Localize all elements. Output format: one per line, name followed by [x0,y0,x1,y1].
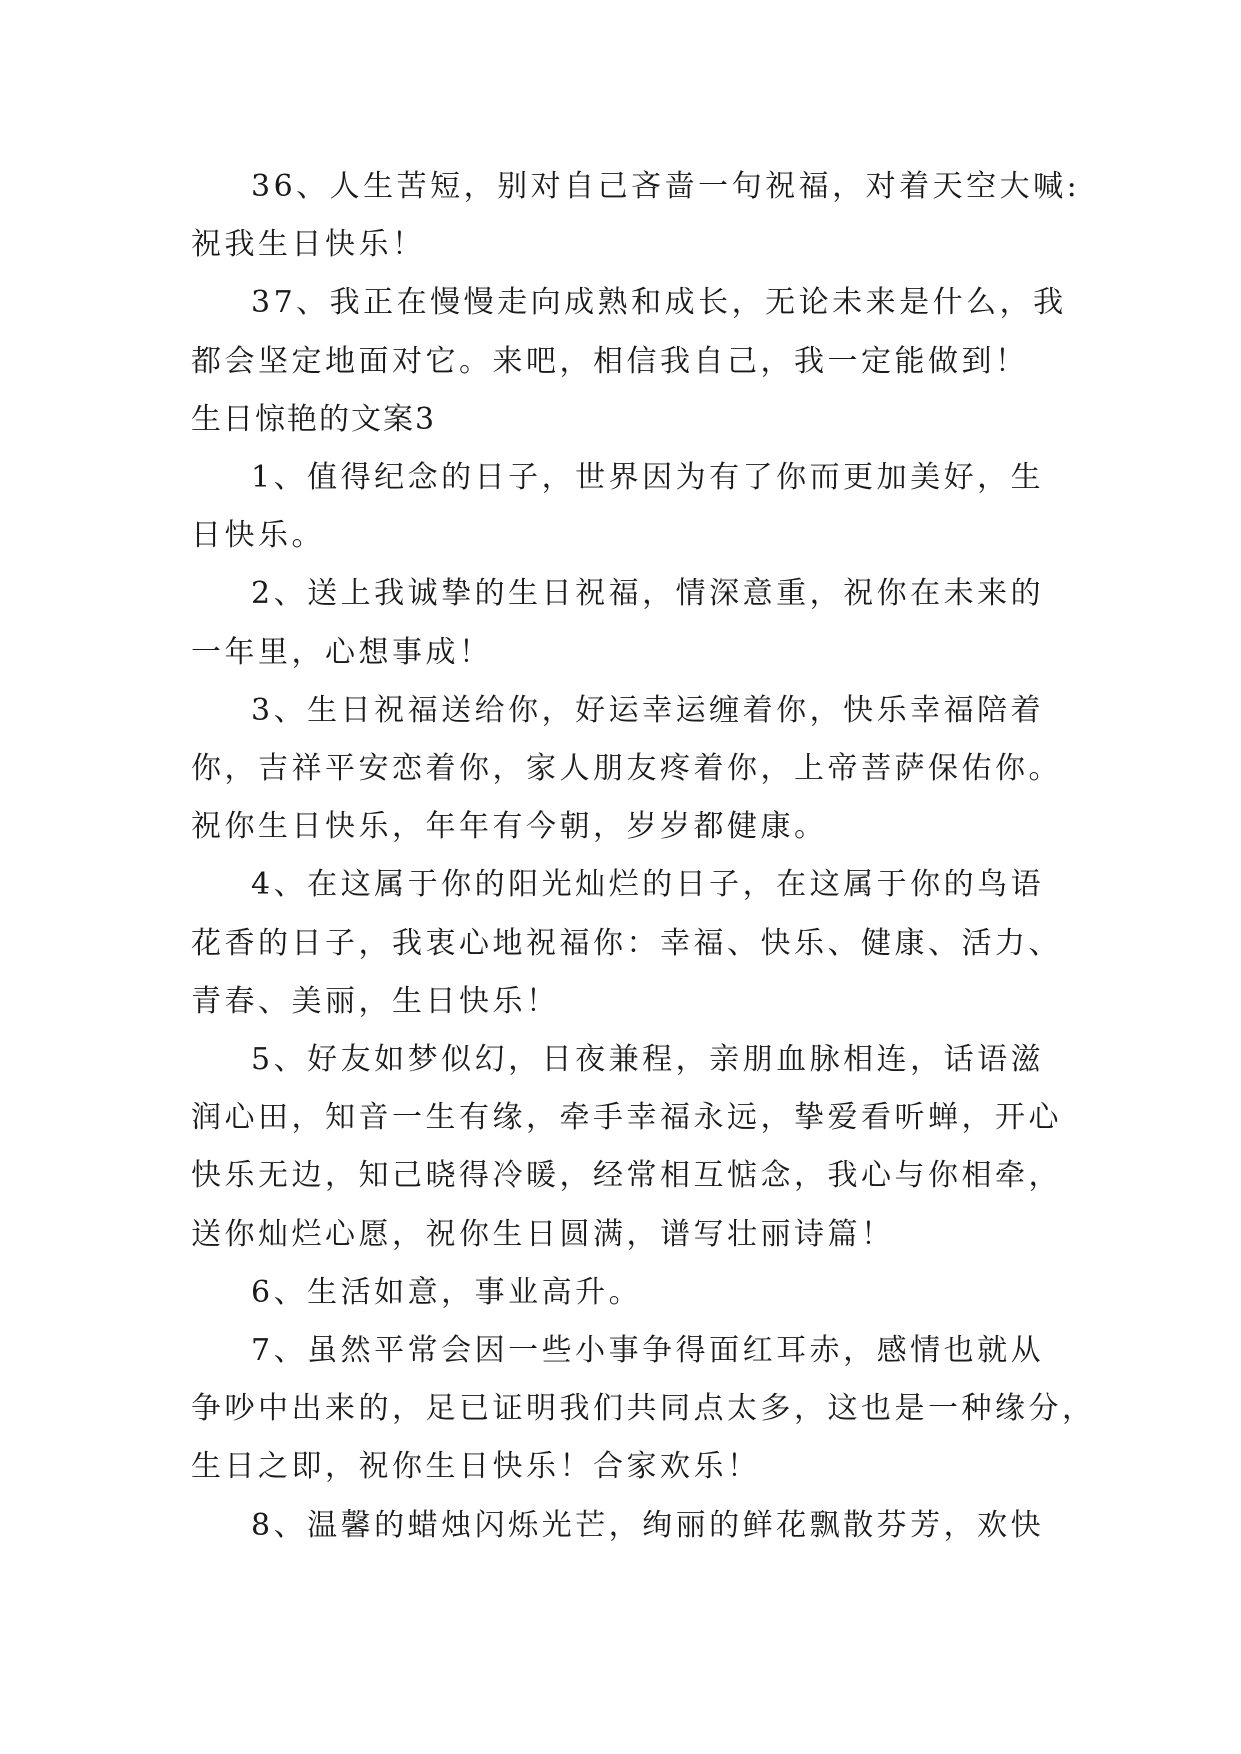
paragraph-line: 送你灿烂心愿，祝你生日圆满，谱写壮丽诗篇！ [191,1216,895,1252]
paragraph-6 [191,1264,1071,1322]
paragraph-line: 你，吉祥平安恋着你，家人朋友疼着你，上帝菩萨保佑你。 [191,751,1062,787]
paragraph-3 [191,682,1071,857]
paragraph-7 [191,1322,1096,1497]
paragraph-8 [191,1497,1071,1555]
paragraph-line: 润心田，知音一生有缘，牵手幸福永远，挚爱看听蝉，开心 [191,1100,1062,1136]
paragraph-line: 祝你生日快乐，年年有今朝，岁岁都健康。 [191,809,828,845]
section-title: 生日惊艳的文案3 [191,401,437,437]
paragraph-line: 生日之即，祝你生日快乐！合家欢乐！ [191,1449,761,1485]
paragraph-4 [191,856,1071,1031]
paragraph-line: 3、生日祝福送给你，好运幸运缠着你，快乐幸福陪着 [251,692,1045,728]
paragraph-line: 一年里，心想事成！ [191,634,493,670]
paragraph-line: 7、虽然平常会因一些小事争得面红耳赤，感情也就从 [251,1333,1045,1369]
document-body [191,158,1096,1555]
paragraph-line: 2、送上我诚挚的生日祝福，情深意重，祝你在未来的 [251,576,1045,612]
paragraph-line: 8、温馨的蜡烛闪烁光芒，绚丽的鲜花飘散芬芳，欢快 [251,1507,1045,1543]
paragraph-1 [191,449,1071,565]
paragraph-2 [191,565,1071,681]
paragraph-line: 36、人生苦短，别对自己吝啬一句祝福，对着天空大喊: [251,169,1081,204]
paragraph-line: 日快乐。 [191,518,325,554]
paragraph-37 [191,274,1071,390]
paragraph-line: 祝我生日快乐！ [191,227,426,263]
paragraph-line: 37、我正在慢慢走向成熟和成长，无论未来是什么，我 [251,285,1067,321]
paragraph-line: 争吵中出来的，足已证明我们共同点太多，这也是一种缘分， [191,1391,1096,1427]
paragraph-line: 1、值得纪念的日子，世界因为有了你而更加美好，生 [251,460,1045,496]
paragraph-5 [191,1031,1071,1264]
paragraph-36 [191,158,1081,274]
paragraph-line: 青春、美丽，生日快乐！ [191,983,560,1019]
paragraph-line: 花香的日子，我衷心地祝福你：幸福、快乐、健康、活力、 [191,925,1062,961]
paragraph-line: 5、好友如梦似幻，日夜兼程，亲朋血脉相连，话语滋 [251,1042,1045,1078]
paragraph-line: 快乐无边，知己晓得冷暖，经常相互惦念，我心与你相牵， [191,1158,1062,1194]
paragraph-line: 6、生活如意，事业高升。 [251,1274,643,1310]
paragraph-line: 都会坚定地面对它。来吧，相信我自己，我一定能做到！ [191,343,1029,379]
paragraph-line: 4、在这属于你的阳光灿烂的日子，在这属于你的鸟语 [251,867,1045,903]
